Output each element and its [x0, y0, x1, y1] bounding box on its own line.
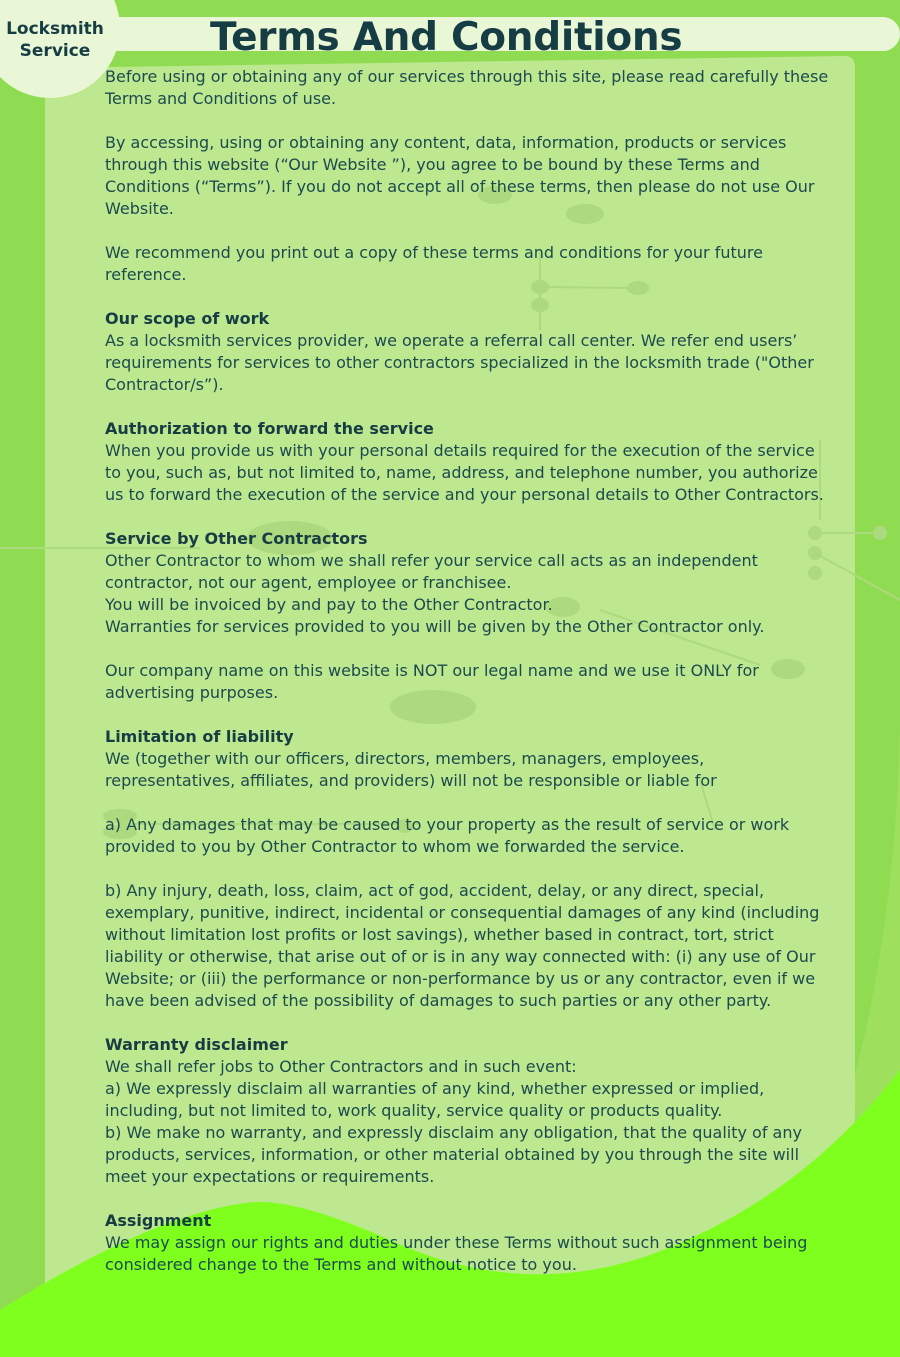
section-heading-other-contractors: Service by Other Contractors	[105, 529, 368, 548]
scope-paragraph: As a locksmith services provider, we operate a referral call center. We refer end users’ requirements for services to other contractors specialized in the locksmith trade ("Other Contractor/s”).	[105, 331, 814, 394]
intro-paragraph-1: Before using or obtaining any of our services through this site, please read carefully these Terms and Conditions of use.	[105, 67, 829, 108]
site-logo[interactable]	[0, 18, 110, 62]
other-contractors-line-1: Other Contractor to whom we shall refer your service call acts as an independent contractor, not our agent, employee or franchisee.	[105, 551, 758, 592]
intro-paragraph-2: By accessing, using or obtaining any content, data, information, products or services through this website (“Our Website ”), you agree to be bound by these Terms and Conditions (“Terms”). If you do not accept all of these terms, then please do not use Our Website.	[105, 133, 815, 218]
assignment-paragraph: We may assign our rights and duties under these Terms without such assignment being considered change to the Terms and without notice to you.	[105, 1233, 808, 1274]
intro-paragraph-3: We recommend you print out a copy of these terms and conditions for your future reference.	[105, 243, 763, 284]
liability-item-a: a) Any damages that may be caused to your property as the result of service or work provided to you by Other Contractor to whom we forwarded the service.	[105, 815, 790, 856]
section-heading-scope: Our scope of work	[105, 309, 270, 328]
section-heading-liability: Limitation of liability	[105, 727, 294, 746]
company-name-paragraph: Our company name on this website is NOT our legal name and we use it ONLY for advertising purposes.	[105, 661, 759, 702]
authorization-paragraph: When you provide us with your personal details required for the execution of the service to you, such as, but not limited to, name, address, and telephone number, you authorize us to forward the execution of the service and your personal details to Other Contractors.	[105, 441, 824, 504]
logo-line-1: Locksmith	[6, 19, 104, 39]
warranty-line-1: We shall refer jobs to Other Contractors and in such event:	[105, 1057, 577, 1076]
section-heading-assignment: Assignment	[105, 1211, 212, 1230]
terms-content	[105, 66, 835, 1276]
liability-paragraph: We (together with our officers, directors, members, managers, employees, representatives, affiliates, and providers) will not be responsible or liable for	[105, 749, 717, 790]
warranty-item-b: b) We make no warranty, and expressly disclaim any obligation, that the quality of any products, services, information, or other material obtained by you through the site will meet your expectations or requirements.	[105, 1123, 802, 1186]
page-title: Terms And Conditions	[210, 15, 683, 60]
section-heading-warranty: Warranty disclaimer	[105, 1035, 288, 1054]
other-contractors-line-3: Warranties for services provided to you will be given by the Other Contractor only.	[105, 617, 765, 636]
liability-item-b: b) Any injury, death, loss, claim, act of god, accident, delay, or any direct, special, exemplary, punitive, indirect, incidental or consequential damages of any kind (including without limitation lost profits or lost savings), whether based in contract, tort, strict liability or otherwise, that arise out of or is in any way connected with: (i) any use of Our Website; or (iii) the performance or non-performance by us or any contractor, even if we have been advised of the possibility of damages to such parties or any other party.	[105, 881, 820, 1010]
warranty-item-a: a) We expressly disclaim all warranties of any kind, whether expressed or implied, including, but not limited to, work quality, service quality or products quality.	[105, 1079, 765, 1120]
logo-line-2: Service	[19, 41, 91, 61]
section-heading-authorization: Authorization to forward the service	[105, 419, 434, 438]
other-contractors-line-2: You will be invoiced by and pay to the Other Contractor.	[105, 595, 553, 614]
